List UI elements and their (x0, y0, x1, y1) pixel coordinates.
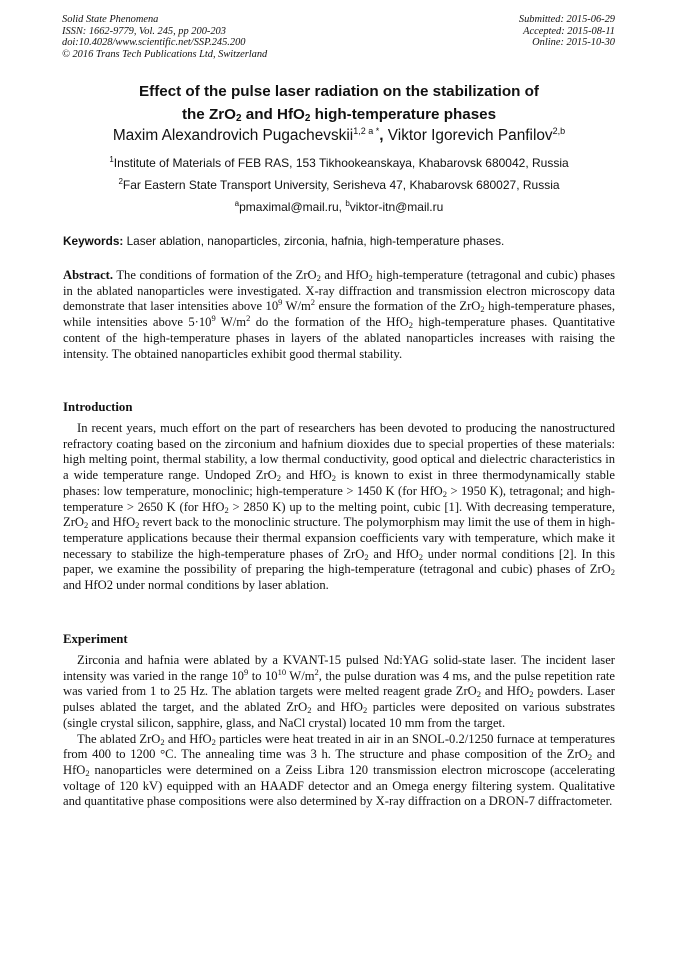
author-2: Viktor Igorevich Panfilov (383, 127, 553, 144)
title-line-2: the ZrO$_2$ and HfO$_2$ high-temperature phases (181, 106, 497, 124)
title-line-1: Effect of the pulse laser radiation on the stabilization of (139, 83, 539, 100)
affiliation-1: $^1$Institute of Materials of FEB RAS, 153 Tikhookeanskaya, Khabarovsk 680042, Russia (109, 155, 569, 170)
author-emails: $^a$pmaximal@mail.ru, $^b$viktor-itn@mail.ru (234, 199, 444, 214)
experiment-body (63, 653, 615, 810)
experiment-paragraph-2: The ablated ZrO$_2$ and HfO$_2$ particles were heat treated in air in an SNOL-0.2/1250 furnace at temperatures from 400 to 1200 °C. The annealing time was 3 h. The structure and phase composition of the ZrO$_2$ and HfO$_2$ nanoparticles were determined on a Zeiss Libra 120 transmission electron microscope (accelerating voltage of 120 kV) equipped with an HAADF detector and an Omega energy filtering system. Qualitative and quantitative phase compositions were also determined by X-ray diffraction on a DRON-7 diffractometer. (63, 731, 615, 809)
date-submitted: Submitted: 2015-06-29 (518, 14, 615, 25)
experiment-paragraph-1: Zirconia and hafnia were ablated by a KVANT-15 pulsed Nd:YAG solid-state laser. The incident laser intensity was varied in the range $10^9$ to $10^{10}$ $W/m^2$, the pulse duration was 4 ms, and the pulse repetition rate was varied from 1 to 25 Hz. The ablation targets were melted reagent grade ZrO$_2$ and HfO$_2$ powders. Laser pulses ablated the target, and the ablated ZrO$_2$ and HfO$_2$ particles were deposited on various substrates (single crystal silicon, sapphire, glass, and NaCl crystal) located 10 mm from the target. (63, 653, 616, 730)
section-heading-experiment: Experiment (63, 632, 128, 646)
introduction-body: In recent years, much effort on the part of researchers has been devoted to producing the nanostructured refractory coating based on the zirconium and hafnium dioxides due to special properties of these materials: high melting point, thermal stability, a low thermal conductivity, good optical and dielectric characteristics in a wide temperature range. Undoped ZrO$_2$ and HfO$_2$ is known to exist in three thermodynamically stable phases: low temperature, monoclinic; high-temperature > 1450 K (for HfO$_2$ > 1950 K), tetragonal; and high-temperature > 2650 K (for HfO$_2$ > 2850 K) up to the melting point, cubic [1]. With decreasing temperature, ZrO$_2$ and HfO$_2$ revert back to the monoclinic structure. The polymorphism may limit the use of them in high-temperature applications because their thermal expansion coefficients vary with temperature, which make it necessary to stabilize the high-temperature phases of ZrO$_2$ and HfO$_2$ under normal conditions [2]. In this paper, we examine the possibility of preparing the high-temperature (tetragonal and cubic) phases of ZrO$_2$ and HfO2 under normal conditions by laser ablation. (63, 421, 615, 593)
journal-info (62, 14, 267, 60)
article-dates (519, 14, 615, 49)
journal-issn: ISSN: 1662-9779, Vol. 245, pp 200-203 (62, 25, 226, 37)
section-heading-introduction: Introduction (63, 400, 133, 414)
journal-name: Solid State Phenomena (62, 14, 159, 25)
journal-doi: doi:10.4028/www.scientific.net/SSP.245.200 (62, 37, 246, 49)
author-list: Maxim Alexandrovich Pugachevskii$^{1,2 a *}$, Viktor Igorevich Panfilov$^{2,b}$ (112, 126, 566, 144)
abstract-label: Abstract. (63, 268, 114, 282)
keywords (63, 234, 504, 248)
author-1: Maxim Alexandrovich Pugachevskii (112, 127, 354, 144)
email-link-a[interactable]: pmaximal@mail.ru, (239, 200, 346, 214)
keywords-label: Keywords: (63, 234, 124, 248)
email-link-b[interactable]: viktor-itn@mail.ru (349, 200, 444, 214)
journal-copyright: © 2016 Trans Tech Publications Ltd, Switzerland (62, 48, 268, 60)
affiliation-2: $^2$Far Eastern State Transport University, Serisheva 47, Khabarovsk 680027, Russia (118, 177, 560, 192)
date-online: Online: 2015-10-30 (532, 37, 615, 49)
abstract: Abstract. The conditions of formation of the ZrO$_2$ and HfO$_2$ high-temperature (tetragonal and cubic) phases in the ablated nanoparticles were investigated. X-ray diffraction and transmission electron microscopy data demonstrate that laser intensities above $10^9$ $W/m^2$ ensure the formation of the ZrO$_2$ high-temperature phases, while intensities above $5\cdot 10^9$ $W/m^2$ do the formation of the HfO$_2$ high-temperature phases. Quantitative content of the high-temperature phases in layers of the ablated nanoparticles increases with raising the intensity. The obtained nanoparticles exhibit good thermal stability. (63, 268, 615, 361)
paper-title (0, 80, 678, 126)
keywords-text: Laser ablation, nanoparticles, zirconia, hafnia, high-temperature phases. (123, 234, 505, 248)
date-accepted: Accepted: 2015-08-11 (523, 25, 615, 37)
